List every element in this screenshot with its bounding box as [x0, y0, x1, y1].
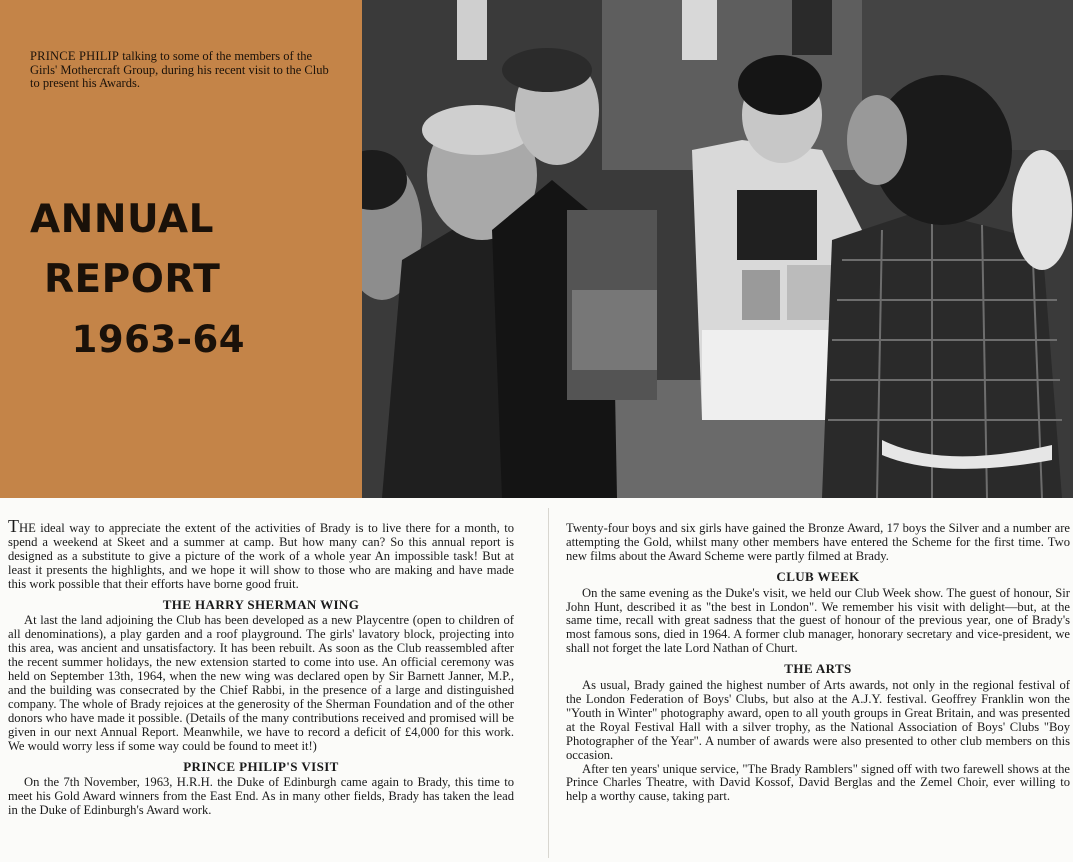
- left-column: [8, 516, 514, 818]
- column-divider: [548, 508, 549, 858]
- intro-paragraph: [8, 516, 514, 592]
- paragraph-the-arts: As usual, Brady gained the highest number of Arts awards, not only in the regional festival of the London Federation of Boys' Clubs, but also at the A.J.Y. festival. Geoffrey Franklin won the "Youth in Winter" photography award, open to all youth groups in Great Britain, and was presented at the Royal Festival Hall with a silver trophy, as the National Association of Boys' Clubs "Boy Photographer of the Year". A number of awards were also presented to other club members on this occasion.: [566, 678, 1070, 762]
- heading-club-week: CLUB WEEK: [776, 568, 860, 584]
- title-line-year: 1963-64: [71, 318, 245, 361]
- paragraph-prince-philips-visit: On the 7th November, 1963, H.R.H. the Duke of Edinburgh came again to Brady, this time to meet his Gold Award winners from the East End. As in many other fields, Brady has taken the lead in the Duke of Edinburgh's Award work.: [8, 775, 514, 818]
- title-line-report: REPORT: [44, 257, 221, 302]
- caption-text: talking to some of the members of the Girls' Mothercraft Group, during his recent visit to the Club to present his Awards.: [30, 49, 329, 90]
- award-paragraph: Twenty-four boys and six girls have gained the Bronze Award, 17 boys the Silver and a number are attempting the Gold, whilst many other members have entered the Scheme for the first time. Two new films about the Award Scheme were partly filmed at Brady.: [566, 521, 1070, 563]
- report-title: [30, 190, 245, 370]
- paragraph-harry-sherman-wing: At last the land adjoining the Club has been developed as a new Playcentre (open to children of all denominations), a play garden and a roof playground. The girls' lavatory block, projecting into this area, was ancient and unsatisfactory. It has been rebuilt. As soon as the Club reassembled after the recent summer holidays, the new extension started to come into use. An official ceremony was held on September 13th, 1964, when the new wing was declared open by Sir Barnett Janner, M.P., and the building was consecrated by the Chief Rabbi, in the presence of a large and distinguished company. The whole of Brady rejoices at the generosity of the Sherman Foundation and of the other donors who have made it possible. (Details of the many contributions received and promised will be given in our next Annual Report. Meanwhile, we have to record a deficit of £4,000 for this work. We would worry less if some way could be found to meet it!): [8, 613, 514, 753]
- photo-caption: [30, 50, 330, 91]
- caption-name: PRINCE PHILIP: [30, 49, 120, 63]
- title-line-annual: ANNUAL: [30, 197, 214, 242]
- photograph-icon: [362, 0, 1073, 498]
- heading-prince-philips-visit: PRINCE PHILIP'S VISIT: [183, 758, 339, 774]
- right-column: [566, 522, 1070, 804]
- heading-harry-sherman-wing: THE HARRY SHERMAN WING: [162, 596, 360, 612]
- drop-cap: T: [8, 516, 19, 536]
- paragraph-brady-ramblers: After ten years' unique service, "The Brady Ramblers" signed off with two farewell shows at the Prince Charles Theatre, with David Kossof, David Berglas and the Zemel Choir, ever willing to help a worthy cause, taking part.: [566, 761, 1070, 804]
- photograph: [362, 0, 1073, 498]
- paragraph-club-week: On the same evening as the Duke's visit, we held our Club Week show. The guest of honour, Sir John Hunt, described it as "the best in London". We remember his visit with delight—but, at the same time, recall with great sadness that the guest of honour of the previous year, one of Brady's most famous sons, died in 1964. A former club manager, honorary secretary and vice-president, we shall not forget the late Lord Nathan of Churt.: [566, 585, 1070, 656]
- heading-the-arts: THE ARTS: [784, 661, 852, 677]
- intro-text: HE ideal way to appreciate the extent of the activities of Brady is to live there for a month, to spend a weekend at Skeet and a summer at camp. But how many can? So this annual report is designed as a substitute to give a picture of the work of a whole year An impossible task! But at least it presents the highlights, and we hope it will show to those who are making and have made this work possible that their efforts have borne good fruit.: [8, 521, 514, 591]
- title-panel: [0, 0, 362, 498]
